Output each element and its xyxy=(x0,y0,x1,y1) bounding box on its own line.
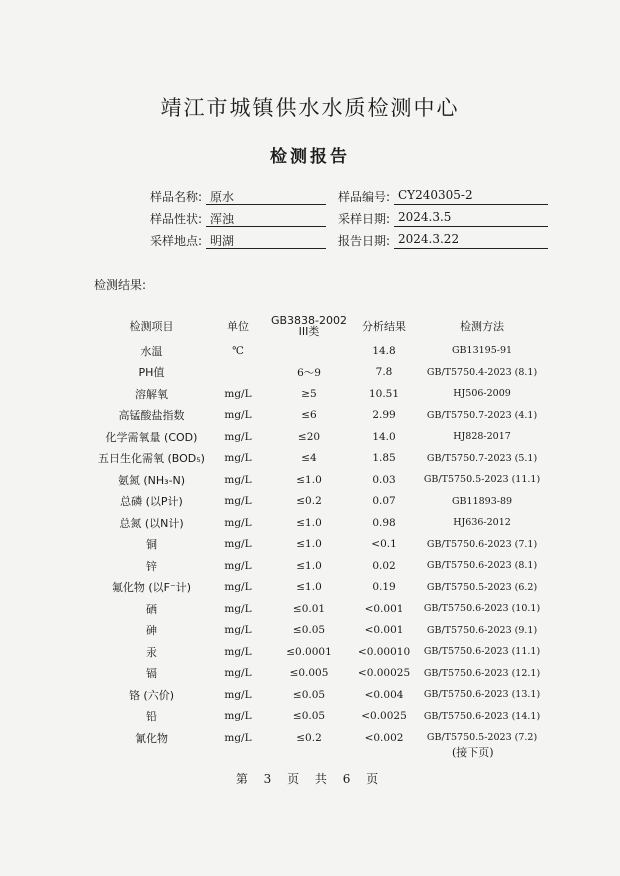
table-row xyxy=(98,469,543,491)
cell-item: 硒 xyxy=(145,602,157,616)
cell-standard: ≤0.2 xyxy=(296,731,322,744)
cell-method: GB/T5750.6-2023 (12.1) xyxy=(423,667,541,679)
cell-method: GB13195-91 xyxy=(451,345,513,357)
cell-method: GB/T5750.6-2023 (8.1) xyxy=(426,560,538,572)
cell-result: 0.07 xyxy=(372,495,396,508)
cell-item: 氨氮 (NH₃-N) xyxy=(117,473,186,487)
cell-result: <0.004 xyxy=(364,688,404,701)
cell-result: <0.00010 xyxy=(357,645,411,658)
table-row xyxy=(98,491,543,513)
sample-no-label: 样品编号: xyxy=(337,190,390,204)
cell-standard: ≤4 xyxy=(301,452,317,465)
header-standard xyxy=(271,312,347,340)
cell-item: 汞 xyxy=(145,645,157,659)
cell-unit: mg/L xyxy=(224,710,252,723)
organization-title: 靖江市城镇供水水质检测中心 xyxy=(160,96,460,120)
cell-method: HJ828-2017 xyxy=(453,431,511,443)
cell-standard: ≤0.0001 xyxy=(286,645,332,658)
cell-unit xyxy=(205,362,271,384)
cell-standard xyxy=(271,340,347,362)
sample-state-label: 样品性状: xyxy=(149,212,202,226)
table-row xyxy=(98,426,543,448)
info-row-2 xyxy=(130,210,550,230)
cell-unit: mg/L xyxy=(224,409,252,422)
table-row xyxy=(98,663,543,685)
table-row xyxy=(98,340,543,362)
table-row xyxy=(98,555,543,577)
cell-item: 镉 xyxy=(145,667,157,681)
cell-result: 14.0 xyxy=(372,430,396,443)
cell-item: 溶解氧 xyxy=(134,387,168,401)
cell-method: GB/T5750.7-2023 (5.1) xyxy=(426,452,538,464)
report-title: 检测报告 xyxy=(270,147,350,167)
cell-item: PH值 xyxy=(138,366,165,380)
cell-method: GB/T5750.7-2023 (4.1) xyxy=(426,409,538,421)
info-row-1 xyxy=(130,188,550,208)
sample-state-value: 浑浊 xyxy=(206,210,326,227)
cell-unit: mg/L xyxy=(224,645,252,658)
cell-result: <0.001 xyxy=(364,624,404,637)
cell-unit: ℃ xyxy=(232,344,244,357)
page-footer: 第 3 页 共 6 页 xyxy=(235,772,385,786)
sampling-site-label: 采样地点: xyxy=(149,234,202,248)
header-standard-line2: III类 xyxy=(298,325,320,338)
cell-method: HJ636-2012 xyxy=(453,517,511,529)
cell-standard: ≤1.0 xyxy=(296,473,322,486)
report-date-label: 报告日期: xyxy=(337,234,390,248)
cell-item: 砷 xyxy=(145,624,157,638)
results-table xyxy=(98,312,543,749)
sampling-site-value: 明湖 xyxy=(206,232,326,249)
header-standard-line1: GB3838-2002 xyxy=(270,314,348,327)
cell-method: GB/T5750.4-2023 (8.1) xyxy=(426,366,538,378)
cell-method: GB/T5750.6-2023 (10.1) xyxy=(423,603,541,615)
cell-unit: mg/L xyxy=(224,731,252,744)
cell-result: 7.8 xyxy=(375,366,393,379)
cell-method: GB/T5750.6-2023 (11.1) xyxy=(423,646,541,658)
report-date-value: 2024.3.22 xyxy=(394,232,548,249)
cell-result: 1.85 xyxy=(372,452,396,465)
table-row xyxy=(98,383,543,405)
table-row xyxy=(98,448,543,470)
cell-method: GB/T5750.6-2023 (9.1) xyxy=(426,624,538,636)
cell-standard: ≤0.05 xyxy=(292,624,326,637)
table-row xyxy=(98,620,543,642)
cell-unit: mg/L xyxy=(224,581,252,594)
cell-result: <0.002 xyxy=(364,731,404,744)
cell-standard: ≤0.005 xyxy=(289,667,329,680)
table-row xyxy=(98,512,543,534)
cell-result: <0.001 xyxy=(364,602,404,615)
table-row xyxy=(98,598,543,620)
header-unit: 单位 xyxy=(226,320,249,333)
table-header-row xyxy=(98,312,543,340)
cell-standard: ≤1.0 xyxy=(296,581,322,594)
cell-standard: ≤1.0 xyxy=(296,559,322,572)
cell-item: 铜 xyxy=(145,538,157,552)
cell-unit: mg/L xyxy=(224,624,252,637)
table-row xyxy=(98,641,543,663)
cell-unit: mg/L xyxy=(224,667,252,680)
cell-item: 高锰酸盐指数 xyxy=(118,409,185,423)
header-result: 分析结果 xyxy=(362,320,407,333)
cell-item: 氟化物 (以F⁻计) xyxy=(111,581,192,595)
cell-unit: mg/L xyxy=(224,495,252,508)
cell-standard: ≤0.05 xyxy=(292,688,326,701)
cell-unit: mg/L xyxy=(224,538,252,551)
table-row xyxy=(98,684,543,706)
cell-item: 总氮 (以N计) xyxy=(119,516,184,530)
header-method: 检测方法 xyxy=(460,320,505,333)
cell-result: 0.19 xyxy=(372,581,396,594)
sampling-date-value: 2024.3.5 xyxy=(394,210,548,227)
cell-result: 0.02 xyxy=(372,559,396,572)
cell-result: <0.00025 xyxy=(357,667,411,680)
cell-item: 铬 (六价) xyxy=(128,688,175,702)
cell-item: 铅 xyxy=(145,710,157,724)
cell-unit: mg/L xyxy=(224,602,252,615)
sample-name-label: 样品名称: xyxy=(149,190,202,204)
cell-standard: ≤6 xyxy=(301,409,317,422)
cell-result: <0.0025 xyxy=(361,710,407,723)
cell-unit: mg/L xyxy=(224,473,252,486)
cell-item: 氰化物 xyxy=(134,731,168,745)
cell-standard: ≤1.0 xyxy=(296,538,322,551)
cell-standard: ≤0.05 xyxy=(292,710,326,723)
table-row xyxy=(98,405,543,427)
sampling-date-label: 采样日期: xyxy=(337,212,390,226)
cell-method: GB/T5750.6-2023 (14.1) xyxy=(423,710,541,722)
cell-standard: ≤20 xyxy=(297,430,321,443)
cell-method: HJ506-2009 xyxy=(453,388,511,400)
cell-item: 锌 xyxy=(145,559,157,573)
cell-unit: mg/L xyxy=(224,387,252,400)
cell-method: GB/T5750.5-2023 (11.1) xyxy=(423,474,541,486)
header-item: 检测项目 xyxy=(129,320,174,333)
continued-note: (接下页) xyxy=(452,746,494,759)
cell-method: GB/T5750.5-2023 (7.2) xyxy=(426,732,538,744)
cell-result: 2.99 xyxy=(372,409,396,422)
cell-method: GB/T5750.6-2023 (7.1) xyxy=(426,538,538,550)
cell-unit: mg/L xyxy=(224,516,252,529)
results-label: 检测结果: xyxy=(94,278,147,292)
cell-standard: 6～9 xyxy=(297,366,321,379)
sample-no-value: CY240305-2 xyxy=(394,188,548,205)
cell-result: <0.1 xyxy=(371,538,397,551)
cell-unit: mg/L xyxy=(224,688,252,701)
cell-result: 0.98 xyxy=(372,516,396,529)
table-row xyxy=(98,534,543,556)
cell-item: 水温 xyxy=(140,344,163,358)
cell-result: 14.8 xyxy=(372,344,396,357)
cell-method: GB/T5750.6-2023 (13.1) xyxy=(423,689,541,701)
cell-unit: mg/L xyxy=(224,559,252,572)
cell-standard: ≤0.01 xyxy=(292,602,326,615)
cell-item: 化学需氧量 (COD) xyxy=(105,430,198,444)
cell-result: 10.51 xyxy=(368,387,400,400)
cell-method: GB/T5750.5-2023 (6.2) xyxy=(426,581,538,593)
cell-unit: mg/L xyxy=(224,452,252,465)
table-body xyxy=(98,340,543,749)
cell-standard: ≤1.0 xyxy=(296,516,322,529)
table-row xyxy=(98,362,543,384)
table-row xyxy=(98,706,543,728)
cell-item: 五日生化需氧 (BOD₅) xyxy=(98,452,205,466)
cell-standard: ≥5 xyxy=(301,387,317,400)
cell-standard: ≤0.2 xyxy=(296,495,322,508)
cell-item: 总磷 (以P计) xyxy=(120,495,183,509)
info-row-3 xyxy=(130,232,550,252)
table-row xyxy=(98,577,543,599)
cell-method: GB11893-89 xyxy=(451,495,513,507)
sample-name-value: 原水 xyxy=(206,188,326,205)
cell-result: 0.03 xyxy=(372,473,396,486)
cell-unit: mg/L xyxy=(224,430,252,443)
